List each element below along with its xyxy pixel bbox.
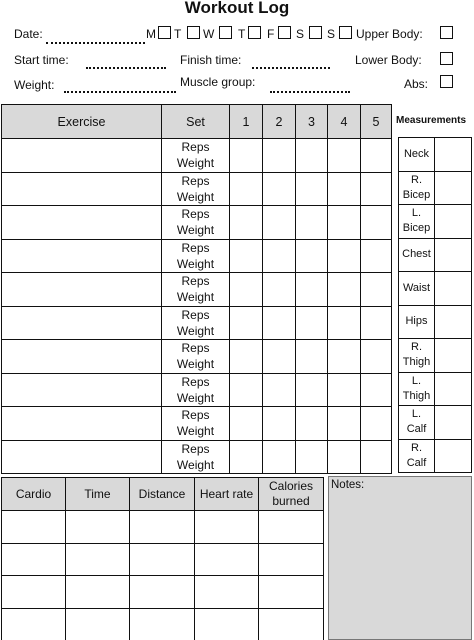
start-time-field[interactable] [86, 67, 166, 69]
col-header-set-4: 4 [328, 105, 361, 139]
measurement-row [399, 305, 472, 339]
set-3-cell[interactable] [296, 340, 328, 374]
measurements-title: Measurements [396, 115, 467, 126]
weight-field[interactable] [64, 91, 176, 93]
set-label-cell [162, 306, 230, 340]
day-checkbox-saturday[interactable] [309, 26, 322, 39]
set-2-cell[interactable] [263, 273, 296, 307]
measurement-label [399, 272, 435, 306]
set-3-cell[interactable] [296, 407, 328, 441]
measurement-label-line: Calf [406, 456, 427, 469]
set-4-cell[interactable] [328, 239, 361, 273]
set-5-cell[interactable] [361, 407, 392, 441]
time-cell[interactable] [66, 543, 130, 576]
set-5-cell[interactable] [361, 239, 392, 273]
weight-label: Weight [176, 390, 215, 405]
calories-burned-cell[interactable] [259, 511, 324, 544]
reps-label: Reps [181, 408, 210, 423]
set-4-cell[interactable] [328, 172, 361, 206]
cardio-cell[interactable] [2, 576, 66, 609]
finish-time-label: Finish time: [180, 53, 242, 67]
set-2-cell[interactable] [263, 139, 296, 173]
measurement-label-line: Calf [406, 423, 427, 436]
exercise-cell[interactable] [2, 239, 162, 273]
set-2-cell[interactable] [263, 340, 296, 374]
set-label-cell [162, 440, 230, 474]
col-header-time: Time [66, 478, 130, 511]
weight-label: Weight [176, 323, 215, 338]
set-2-cell[interactable] [263, 407, 296, 441]
set-2-cell[interactable] [263, 172, 296, 206]
exercise-cell[interactable] [2, 139, 162, 173]
reps-label: Reps [181, 140, 210, 155]
distance-cell[interactable] [130, 543, 195, 576]
set-1-cell[interactable] [230, 172, 263, 206]
set-5-cell[interactable] [361, 373, 392, 407]
day-label-saturday: S [296, 27, 305, 41]
measurement-value-cell[interactable] [435, 272, 472, 306]
distance-cell[interactable] [130, 511, 195, 544]
col-header-distance: Distance [130, 478, 195, 511]
day-checkbox-friday[interactable] [278, 26, 291, 39]
notes-label: Notes: [331, 479, 365, 491]
set-label-cell [162, 239, 230, 273]
set-4-cell[interactable] [328, 440, 361, 474]
set-label-cell [162, 273, 230, 307]
table-row [2, 340, 392, 374]
set-2-cell[interactable] [263, 440, 296, 474]
day-label-monday: M [146, 27, 156, 41]
measurement-row [399, 372, 472, 406]
measurement-row [399, 171, 472, 205]
finish-time-field[interactable] [252, 67, 330, 69]
table-row [2, 206, 392, 240]
col-header-set-5: 5 [361, 105, 392, 139]
reps-label: Reps [181, 374, 210, 389]
cardio-row [2, 608, 324, 640]
weight-label: Weight [176, 424, 215, 439]
exercise-table [1, 104, 392, 474]
heart-rate-cell[interactable] [195, 608, 259, 640]
measurement-label-line: L. [411, 374, 422, 387]
set-4-cell[interactable] [328, 206, 361, 240]
abs-label: Abs: [404, 77, 429, 91]
set-2-cell[interactable] [263, 306, 296, 340]
measurement-label-line: Chest [402, 248, 431, 261]
measurement-value-cell[interactable] [435, 339, 472, 373]
exercise-cell[interactable] [2, 206, 162, 240]
upper-body-checkbox[interactable] [440, 26, 453, 39]
measurement-label-line: R. [411, 173, 422, 186]
weight-label: Weight [176, 256, 215, 271]
day-checkbox-monday[interactable] [158, 26, 171, 39]
reps-label: Reps [181, 274, 210, 289]
measurement-label [399, 305, 435, 339]
measurement-row [399, 138, 472, 172]
set-4-cell[interactable] [328, 407, 361, 441]
exercise-cell[interactable] [2, 273, 162, 307]
measurement-label-line: Neck [403, 147, 430, 160]
measurement-label [399, 372, 435, 406]
heart-rate-cell[interactable] [195, 576, 259, 609]
day-label-friday: F [267, 27, 275, 41]
table-row [2, 440, 392, 474]
table-row [2, 239, 392, 273]
table-row [2, 273, 392, 307]
weight-label: Weight [176, 223, 215, 238]
day-label-wednesday: W [203, 27, 215, 41]
col-header-heart-rate: Heart rate [195, 478, 259, 511]
measurement-label-line: R. [411, 441, 422, 454]
exercise-cell[interactable] [2, 373, 162, 407]
time-cell[interactable] [66, 608, 130, 640]
measurement-label-line: Waist [402, 281, 431, 294]
measurement-label-line: R. [411, 341, 422, 354]
set-3-cell[interactable] [296, 139, 328, 173]
table-row [2, 139, 392, 173]
heart-rate-cell[interactable] [195, 511, 259, 544]
col-header-calories-burned: Calories burned [259, 478, 324, 511]
lower-body-label: Lower Body: [355, 53, 422, 67]
distance-cell[interactable] [130, 576, 195, 609]
measurement-value-cell[interactable] [435, 406, 472, 440]
notes-area[interactable] [328, 476, 472, 640]
set-4-cell[interactable] [328, 340, 361, 374]
table-row [2, 306, 392, 340]
measurement-label-line: Bicep [402, 222, 431, 235]
measurement-value-cell[interactable] [435, 138, 472, 172]
set-1-cell[interactable] [230, 139, 263, 173]
set-3-cell[interactable] [296, 172, 328, 206]
set-label-cell [162, 139, 230, 173]
measurement-value-cell[interactable] [435, 305, 472, 339]
reps-label: Reps [181, 240, 210, 255]
set-1-cell[interactable] [230, 239, 263, 273]
day-label-sunday: S [327, 27, 336, 41]
set-1-cell[interactable] [230, 206, 263, 240]
set-2-cell[interactable] [263, 239, 296, 273]
set-4-cell[interactable] [328, 139, 361, 173]
set-label-cell [162, 172, 230, 206]
table-row [2, 172, 392, 206]
measurement-label-line: Thigh [402, 389, 431, 402]
reps-label: Reps [181, 173, 210, 188]
set-4-cell[interactable] [328, 273, 361, 307]
col-header-set-3: 3 [296, 105, 328, 139]
measurement-value-cell[interactable] [435, 205, 472, 239]
cardio-row [2, 576, 324, 609]
heart-rate-cell[interactable] [195, 543, 259, 576]
calories-burned-cell[interactable] [259, 608, 324, 640]
set-1-cell[interactable] [230, 440, 263, 474]
measurement-label [399, 205, 435, 239]
date-label: Date: [14, 27, 43, 41]
set-5-cell[interactable] [361, 273, 392, 307]
day-checkbox-thursday[interactable] [248, 26, 261, 39]
measurement-label [399, 138, 435, 172]
weight-label: Weight [176, 457, 215, 472]
set-5-cell[interactable] [361, 340, 392, 374]
start-time-label: Start time: [14, 53, 69, 67]
set-4-cell[interactable] [328, 373, 361, 407]
exercise-cell[interactable] [2, 172, 162, 206]
cardio-row [2, 543, 324, 576]
set-1-cell[interactable] [230, 340, 263, 374]
set-4-cell[interactable] [328, 306, 361, 340]
calories-burned-cell[interactable] [259, 576, 324, 609]
calories-burned-cell[interactable] [259, 543, 324, 576]
measurement-label [399, 339, 435, 373]
reps-label: Reps [181, 307, 210, 322]
set-label-cell [162, 407, 230, 441]
weight-label: Weight: [14, 78, 55, 92]
weight-label: Weight [176, 357, 215, 372]
set-1-cell[interactable] [230, 373, 263, 407]
set-2-cell[interactable] [263, 206, 296, 240]
set-3-cell[interactable] [296, 273, 328, 307]
measurement-label-line: Bicep [402, 188, 431, 201]
measurements-table [398, 137, 472, 473]
set-5-cell[interactable] [361, 306, 392, 340]
day-checkbox-tuesday[interactable] [187, 26, 200, 39]
measurement-label-line: Thigh [402, 356, 431, 369]
muscle-group-label: Muscle group: [180, 75, 256, 89]
col-header-set: Set [162, 105, 230, 139]
page-title: Workout Log [184, 0, 290, 17]
col-header-exercise: Exercise [2, 105, 162, 139]
measurement-row [399, 205, 472, 239]
measurement-label-line: L. [411, 408, 422, 421]
lower-body-checkbox[interactable] [440, 52, 453, 65]
set-3-cell[interactable] [296, 306, 328, 340]
cardio-table [1, 477, 324, 640]
time-cell[interactable] [66, 511, 130, 544]
col-header-set-2: 2 [263, 105, 296, 139]
exercise-cell[interactable] [2, 407, 162, 441]
col-header-cardio: Cardio [2, 478, 66, 511]
table-row [2, 373, 392, 407]
set-1-cell[interactable] [230, 273, 263, 307]
exercise-cell[interactable] [2, 440, 162, 474]
measurement-value-cell[interactable] [435, 171, 472, 205]
exercise-cell[interactable] [2, 306, 162, 340]
measurement-value-cell[interactable] [435, 439, 472, 473]
upper-body-label: Upper Body: [356, 27, 423, 41]
reps-label: Reps [181, 441, 210, 456]
cardio-cell[interactable] [2, 511, 66, 544]
measurement-row [399, 238, 472, 272]
set-5-cell[interactable] [361, 139, 392, 173]
cardio-row [2, 511, 324, 544]
set-2-cell[interactable] [263, 373, 296, 407]
set-label-cell [162, 373, 230, 407]
weight-label: Weight [176, 156, 215, 171]
weight-label: Weight [176, 189, 215, 204]
cardio-cell[interactable] [2, 608, 66, 640]
set-5-cell[interactable] [361, 206, 392, 240]
measurement-label [399, 439, 435, 473]
set-3-cell[interactable] [296, 373, 328, 407]
day-checkbox-wednesday[interactable] [219, 26, 232, 39]
set-label-cell [162, 206, 230, 240]
set-3-cell[interactable] [296, 440, 328, 474]
distance-cell[interactable] [130, 608, 195, 640]
measurement-label-line: Hips [405, 315, 428, 328]
set-3-cell[interactable] [296, 239, 328, 273]
cardio-cell[interactable] [2, 543, 66, 576]
measurement-label-line: L. [411, 207, 422, 220]
set-5-cell[interactable] [361, 440, 392, 474]
weight-label: Weight [176, 290, 215, 305]
measurement-row [399, 406, 472, 440]
set-1-cell[interactable] [230, 306, 263, 340]
set-label-cell [162, 340, 230, 374]
measurement-row [399, 272, 472, 306]
day-label-tuesday: T [174, 27, 182, 41]
measurement-label [399, 406, 435, 440]
measurement-value-cell[interactable] [435, 372, 472, 406]
muscle-group-field[interactable] [270, 91, 350, 93]
measurement-label [399, 171, 435, 205]
abs-checkbox[interactable] [440, 75, 453, 88]
measurement-row [399, 339, 472, 373]
measurement-row [399, 439, 472, 473]
set-1-cell[interactable] [230, 407, 263, 441]
table-row [2, 407, 392, 441]
date-field[interactable] [46, 42, 145, 44]
exercise-cell[interactable] [2, 340, 162, 374]
reps-label: Reps [181, 207, 210, 222]
set-5-cell[interactable] [361, 172, 392, 206]
measurement-label [399, 238, 435, 272]
set-3-cell[interactable] [296, 206, 328, 240]
measurement-value-cell[interactable] [435, 238, 472, 272]
time-cell[interactable] [66, 576, 130, 609]
day-checkbox-sunday[interactable] [339, 26, 352, 39]
reps-label: Reps [181, 341, 210, 356]
col-header-set-1: 1 [230, 105, 263, 139]
day-label-thursday: T [238, 27, 246, 41]
